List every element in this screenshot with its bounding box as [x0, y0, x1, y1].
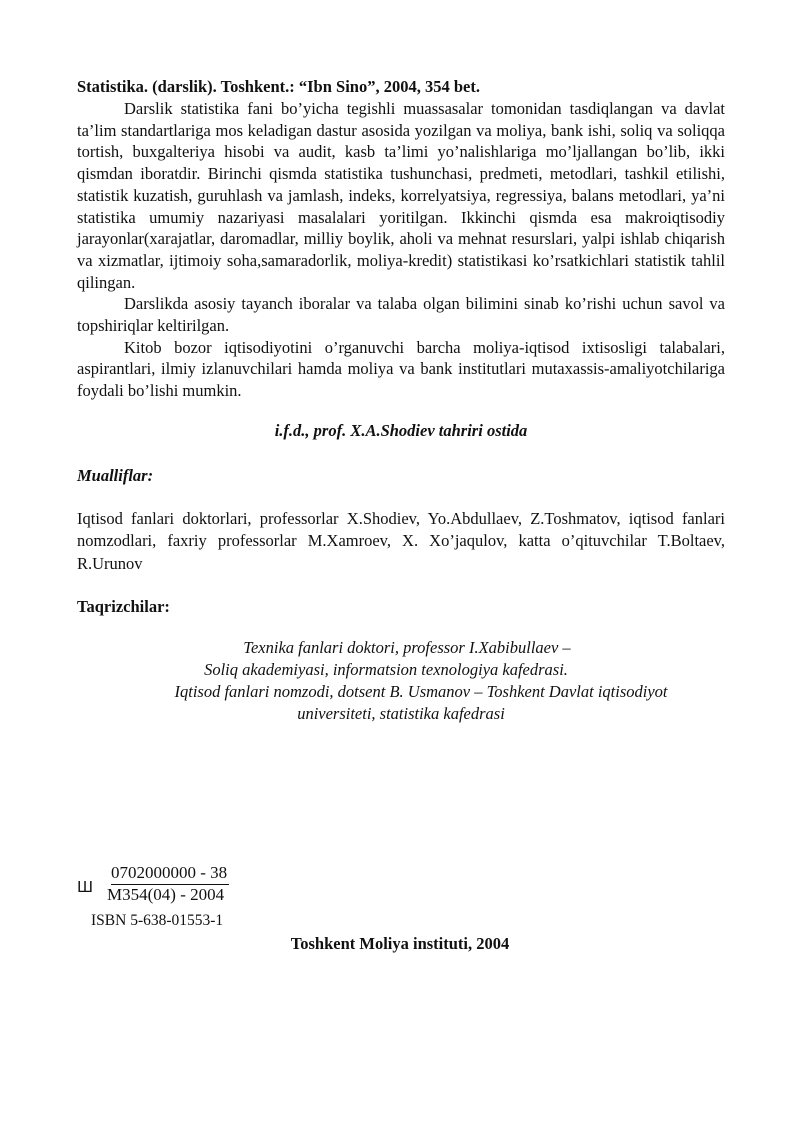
reviewer-line-1: Texnika fanlari doktori, professor I.Xabibullaev – [243, 638, 571, 658]
classification-denominator: M354(04) - 2004 [107, 885, 225, 904]
description-paragraph-1: Darslik statistika fani bo’yicha tegishli muassasalar tomonidan tasdiqlangan va davlat ta’lim standartlariga mos keladigan dastur asosida yozilgan va moliya, bank ishi, soliq va soliqqa tortish, buxgalteriya hisobi va audit, kasb ta’limi yo’nalishlariga mo’ljallangan bo’lib, ikki qismdan iboratdir. Birinchi qismda statistika tushunchasi, predmeti, metodlari, tashkil etilishi, statistik kuzatish, guruhlash va jamlash, indeks, korrelyatsiya, regressiya, balans metodlari, ya’ni statistika umumiy nazariyasi masalalari yoritilgan. Ikkinchi qismda esa makroiqtisodiy jarayonlar(xarajatlar, daromadlar, milliy boylik, aholi va mehnat resurslari, yalpi ishlab chiqarish va xizmatlar, ijtimoiy soha,samaradorlik, moliya-kredit) statistikasi ko’rsatkichlari statistik tahlil qilingan. [77, 99, 725, 292]
description-paragraph-2: Darslikda asosiy tayanch iboralar va talaba olgan bilimini sinab ko’rishi uchun savol va topshiriqlar keltirilgan. [77, 294, 725, 336]
reviewers-heading: Taqrizchilar: [77, 597, 170, 617]
editor-line: i.f.d., prof. X.A.Shodiev tahriri ostida [274, 420, 528, 440]
reviewer-line-2: Soliq akademiyasi, informatsion texnologiya kafedrasi. [204, 660, 568, 680]
isbn-number: ISBN 5-638-01553-1 [91, 912, 224, 929]
classification-letter: Ш [77, 878, 94, 896]
authors-list: Iqtisod fanlari doktorlari, professorlar X.Shodiev, Yo.Abdullaev, Z.Toshmatov, iqtisod fanlari nomzodlari, faxriy professorlar M.Xamroev, X. Xo’jaqulov, katta o’qituvchilar T.Boltaev, R.Urunov [77, 508, 725, 573]
description-paragraph-3: Kitob bozor iqtisodiyotini o’rganuvchi barcha moliya-iqtisod ixtisosligi talabalari, aspirantlari, ilmiy izlanuvchilari hamda moliya va bank institutlari mutaxassis-amaliyotchilariga foydali bo’lishi mumkin. [77, 337, 725, 401]
publisher-line: Toshkent Moliya instituti, 2004 [290, 934, 510, 953]
page-content [77, 76, 725, 725]
classification-numerator: 0702000000 - 38 [111, 862, 229, 885]
book-title: Statistika. (darslik). Toshkent.: “Ibn Sino”, 2004, 354 bet. [77, 77, 480, 96]
reviewer-line-3: Iqtisod fanlari nomzodi, dotsent B. Usmanov – Toshkent Davlat iqtisodiyot [174, 682, 668, 702]
library-classification [77, 862, 277, 912]
reviewer-line-4: universiteti, statistika kafedrasi [297, 704, 505, 724]
reviewers-block [77, 637, 725, 725]
authors-heading: Mualliflar: [77, 465, 154, 485]
